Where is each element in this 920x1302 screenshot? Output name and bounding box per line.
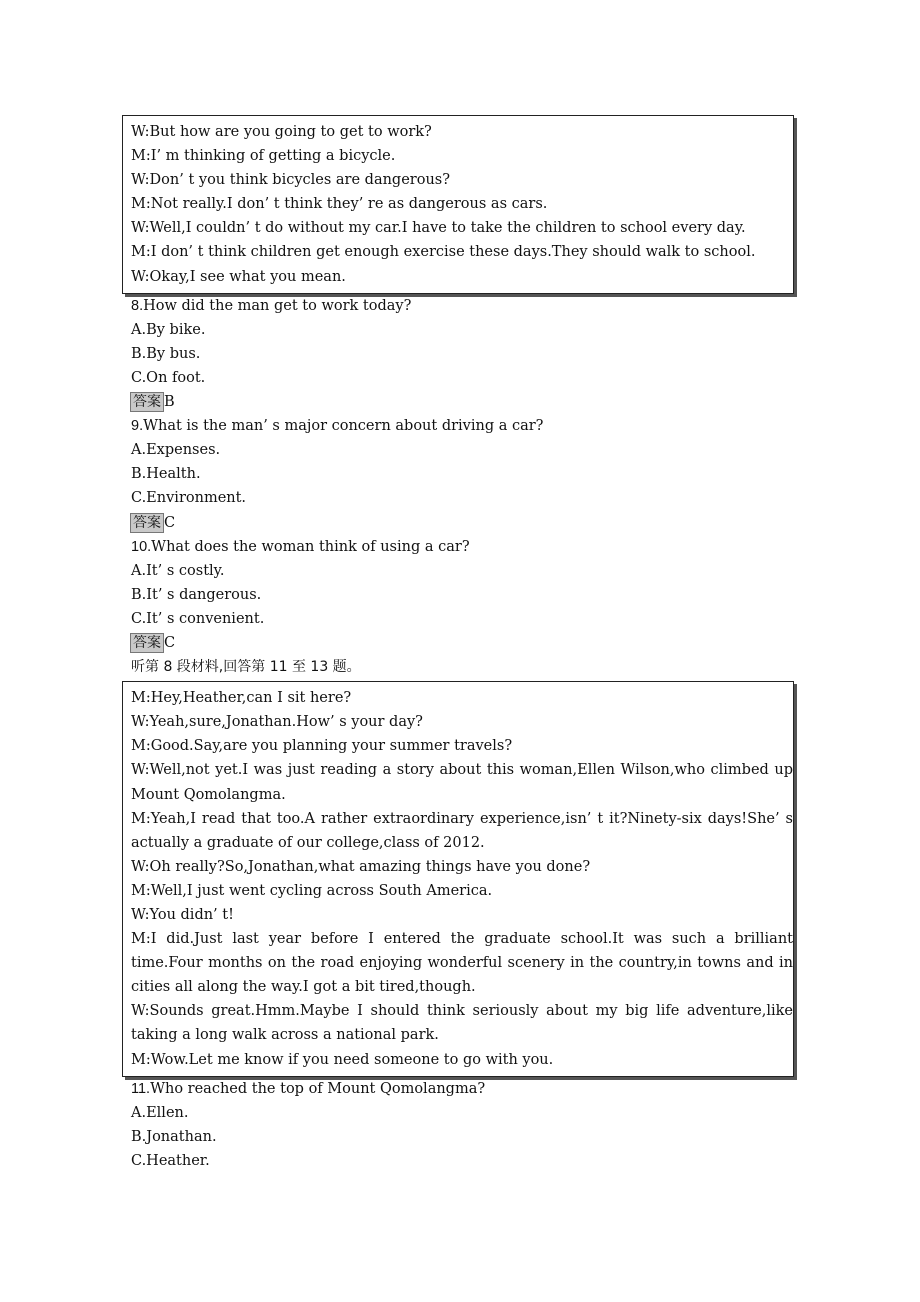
question-number: 11. [131,1080,151,1097]
question-11 [131,1077,801,1173]
question-stem [131,414,801,438]
dialogue-line: M:I don’ t think children get enough exercise these days.They should walk to school. [131,244,756,261]
dialogue-line: M:Good.Say,are you planning your summer travels? [131,738,513,755]
dialogue-line: M:Wow.Let me know if you need someone to go with you. [131,1051,554,1068]
option-c: C.Heather. [131,1152,210,1169]
dialogue-box-1 [122,115,794,294]
option-a: A.It’ s costly. [131,562,225,579]
question-text: How did the man get to work today? [143,297,412,314]
option-a: A.Ellen. [131,1104,189,1121]
question-stem [131,294,801,318]
option-c: C.Environment. [131,490,247,507]
dialogue-line: W:Okay,I see what you mean. [131,268,346,285]
option-c: C.It’ s convenient. [131,610,265,627]
option-b: B.By bus. [131,345,201,362]
answer-row [131,390,801,414]
dialogue-line: W:Sounds great.Hmm.Maybe I should think seriously about my big life adventure,like taking a long walk across a national park. [131,1003,793,1044]
option-b: B.Health. [131,466,201,483]
answer-badge: 答案 [130,633,164,653]
dialogue-line: W:Well,not yet.I was just reading a story about this woman,Ellen Wilson,who climbed up Mount Qomolangma. [131,762,793,803]
dialogue-line: W:Yeah,sure,Jonathan.How’ s your day? [131,714,423,731]
section-instruction: 听第 8 段材料,回答第 11 至 13 题。 [131,659,361,676]
option-a: A.Expenses. [131,442,221,459]
answer-badge: 答案 [130,392,164,412]
option-c: C.On foot. [131,369,206,386]
question-8 [131,294,801,414]
option-b: B.Jonathan. [131,1128,217,1145]
dialogue-line: M:Well,I just went cycling across South America. [131,882,493,899]
question-number: 10. [131,538,152,555]
question-stem [131,1077,801,1101]
answer-row [131,511,801,535]
option-a: A.By bike. [131,321,206,338]
answer-badge: 答案 [130,513,164,533]
option-b: B.It’ s dangerous. [131,586,262,603]
dialogue-line: M:I did.Just last year before I entered the graduate school.It was such a brilliant time.Four months on the road enjoying wonderful scenery in the country,in towns and in cities all along the way.I got a bit tired,though. [131,931,793,996]
question-10 [131,535,801,655]
question-number: 8. [131,297,144,314]
answer-value: B [164,394,175,411]
question-text: What does the woman think of using a car? [151,538,470,555]
answer-value: C [164,514,176,531]
answer-value: C [164,635,176,652]
question-text: What is the man’ s major concern about driving a car? [143,418,544,435]
question-text: Who reached the top of Mount Qomolangma? [150,1080,486,1097]
dialogue-line: W:You didn’ t! [131,907,234,923]
dialogue-line: M:Hey,Heather,can I sit here? [131,690,352,707]
dialogue-line: W:Oh really?So,Jonathan,what amazing things have you done? [131,858,591,875]
question-number: 9. [131,418,144,435]
answer-row [131,631,801,655]
dialogue-line: M:Not really.I don’ t think they’ re as dangerous as cars. [131,196,548,213]
dialogue-line: M:I’ m thinking of getting a bicycle. [131,148,396,165]
dialogue-line: W:Well,I couldn’ t do without my car.I have to take the children to school every day. [131,220,746,237]
dialogue-box-2 [122,681,794,1077]
worksheet-page [131,115,801,1173]
question-9 [131,414,801,534]
dialogue-line: M:Yeah,I read that too.A rather extraordinary experience,isn’ t it?Ninety-six days!She’ s actually a graduate of our college,class of 2012. [131,810,793,851]
question-stem [131,535,801,559]
dialogue-line: W:Don’ t you think bicycles are dangerous? [131,172,451,189]
dialogue-line: W:But how are you going to get to work? [131,124,432,140]
